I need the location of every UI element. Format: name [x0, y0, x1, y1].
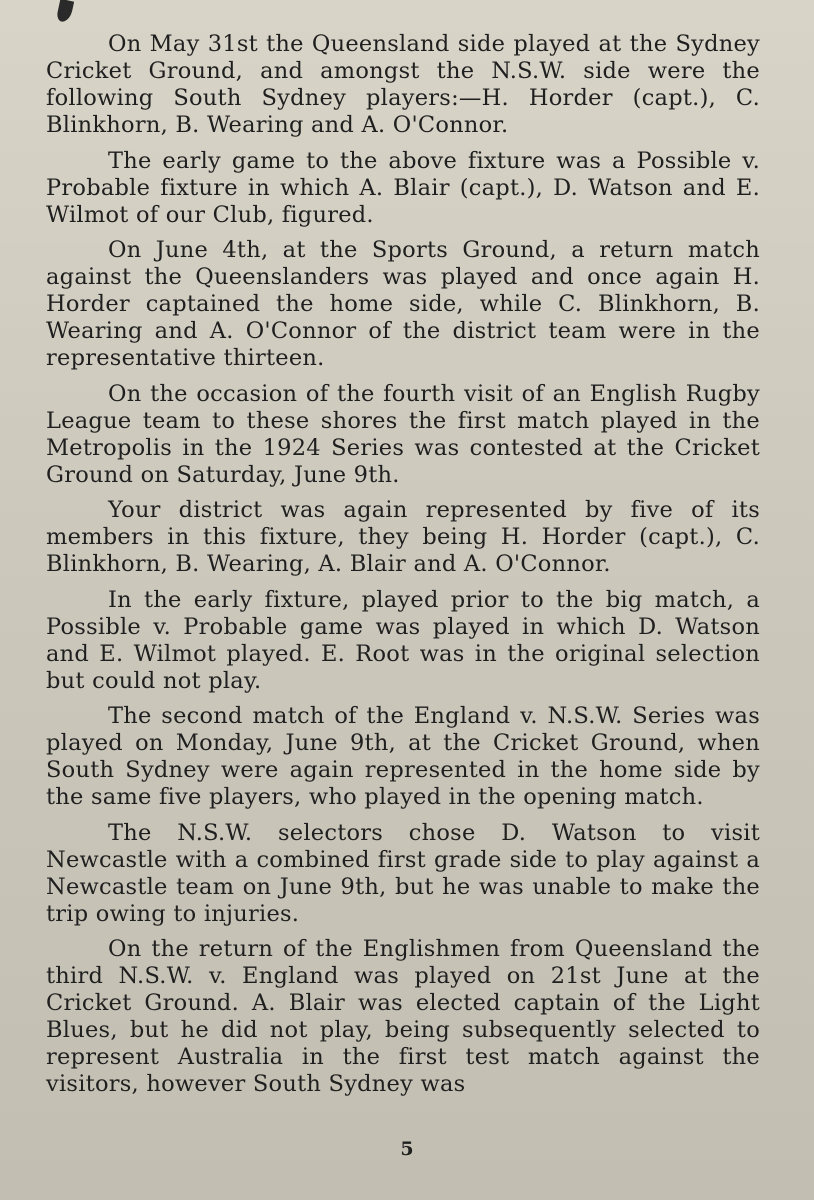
paragraph-6: In the early fixture, played prior to the big match, a Possible v. Probable game was played in which D. Watson and E. Wilmot played. E. Root was in the original selection but could not play.	[46, 586, 760, 694]
paragraph-8: The N.S.W. selectors chose D. Watson to visit Newcastle with a combined first grade side to play against a Newcastle team on June 9th, but he was unable to make the trip owing to injuries.	[46, 819, 760, 927]
paragraph-2: The early game to the above fixture was a Possible v. Probable fixture in which A. Blair (capt.), D. Watson and E. Wilmot of our Club, figured.	[46, 147, 760, 228]
document-body	[46, 31, 760, 1107]
page-number: 5	[400, 1138, 414, 1160]
paragraph-9: On the return of the Englishmen from Queensland the third N.S.W. v. England was played on 21st June at the Cricket Ground. A. Blair was elected captain of the Light Blues, but he did not play, being subsequently selected to represent Australia in the first test match against the visitors, however South Sydney was	[46, 936, 760, 1097]
paragraph-7: The second match of the England v. N.S.W. Series was played on Monday, June 9th, at the Cricket Ground, when South Sydney were again represented in the home side by the same five players, who played in the opening match.	[46, 703, 760, 810]
paragraph-5: Your district was again represented by five of its members in this fixture, they being H. Horder (capt.), C. Blinkhorn, B. Wearing, A. Blair and A. O'Connor.	[46, 497, 760, 577]
paragraph-1: On May 31st the Queensland side played at the Sydney Cricket Ground, and amongst the N.S.W. side were the following South Sydney players:—H. Horder (capt.), C. Blinkhorn, B. Wearing and A. O'Connor.	[46, 31, 760, 138]
ink-mark	[56, 0, 74, 23]
paragraph-4: On the occasion of the fourth visit of an English Rugby League team to these shores the first match played in the Metropolis in the 1924 Series was contested at the Cricket Ground on Saturday, June 9th.	[46, 380, 760, 488]
paragraph-3: On June 4th, at the Sports Ground, a return match against the Queenslanders was played and once again H. Horder captained the home side, while C. Blinkhorn, B. Wearing and A. O'Connor of the district team were in the representative thirteen.	[46, 237, 760, 371]
